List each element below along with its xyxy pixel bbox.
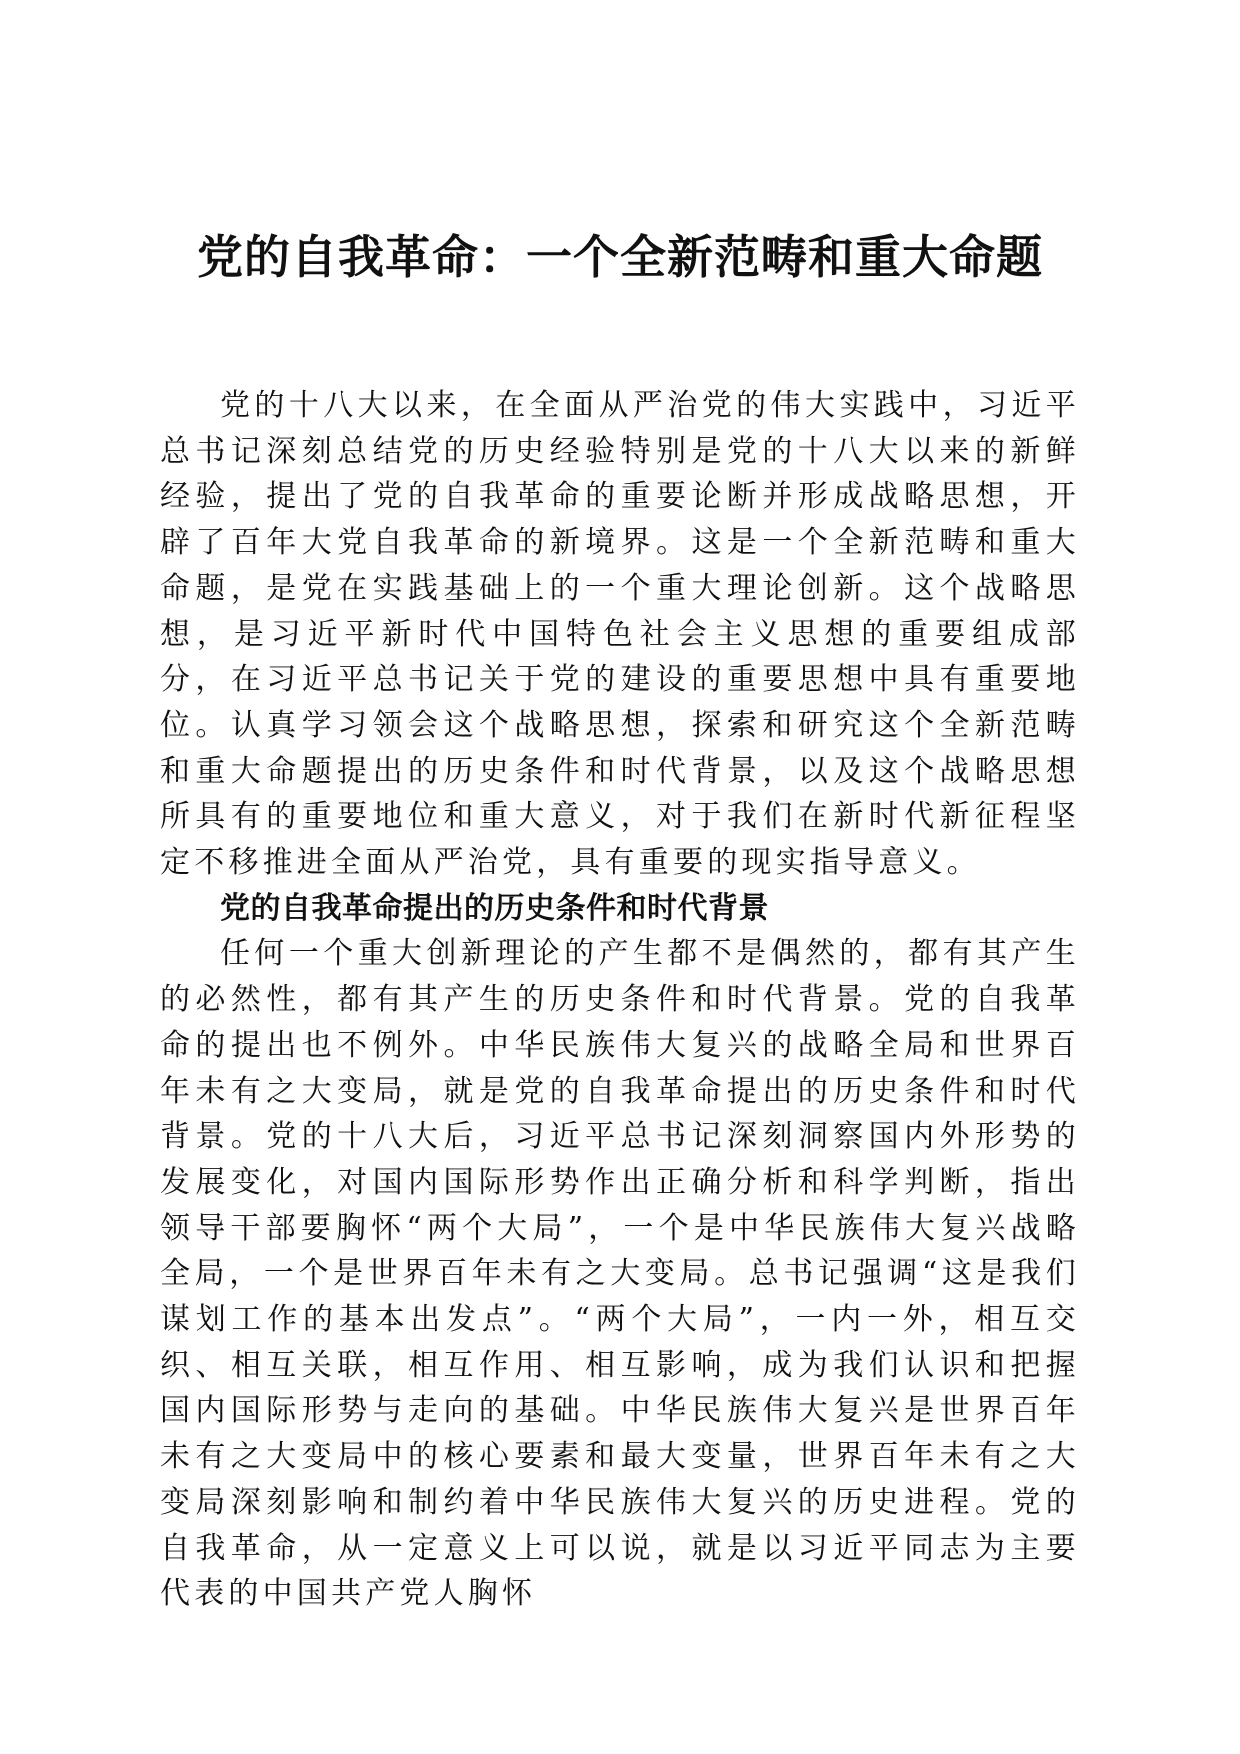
paragraph-section-1: 任何一个重大创新理论的产生都不是偶然的，都有其产生的必然性，都有其产生的历史条件和时代背景。党的自我革命的提出也不例外。中华民族伟大复兴的战略全局和世界百年未有之大变局，就是党的自我革命提出的历史条件和时代背景。党的十八大后，习近平总书记深刻洞察国内外形势的发展变化，对国内国际形势作出正确分析和科学判断，指出领导干部要胸怀“两个大局”，一个是中华民族伟大复兴战略全局，一个是世界百年未有之大变局。总书记强调“这是我们谋划工作的基本出发点”。“两个大局”，一内一外，相互交织、相互关联，相互作用、相互影响，成为我们认识和把握国内国际形势与走向的基础。中华民族伟大复兴是世界百年未有之大变局中的核心要素和最大变量，世界百年未有之大变局深刻影响和制约着中华民族伟大复兴的历史进程。党的自我革命，从一定意义上可以说，就是以习近平同志为主要代表的中国共产党人胸怀 xyxy=(160,936,1080,1612)
paragraph-intro: 党的十八大以来，在全面从严治党的伟大实践中，习近平总书记深刻总结党的历史经验特别是党的十八大以来的新鲜经验，提出了党的自我革命的重要论断并形成战略思想，开辟了百年大党自我革命的新境界。这是一个全新范畴和重大命题，是党在实践基础上的一个重大理论创新。这个战略思想，是习近平新时代中国特色社会主义思想的重要组成部分，在习近平总书记关于党的建设的重要思想中具有重要地位。认真学习领会这个战略思想，探索和研究这个全新范畴和重大命题提出的历史条件和时代背景，以及这个战略思想所具有的重要地位和重大意义，对于我们在新时代新征程坚定不移推进全面从严治党，具有重要的现实指导意义。 xyxy=(160,388,1080,881)
page-title: 党的自我革命：一个全新范畴和重大命题 xyxy=(197,230,1043,284)
article-body xyxy=(160,383,1080,1617)
section-heading: 党的自我革命提出的历史条件和时代背景 xyxy=(220,890,769,926)
